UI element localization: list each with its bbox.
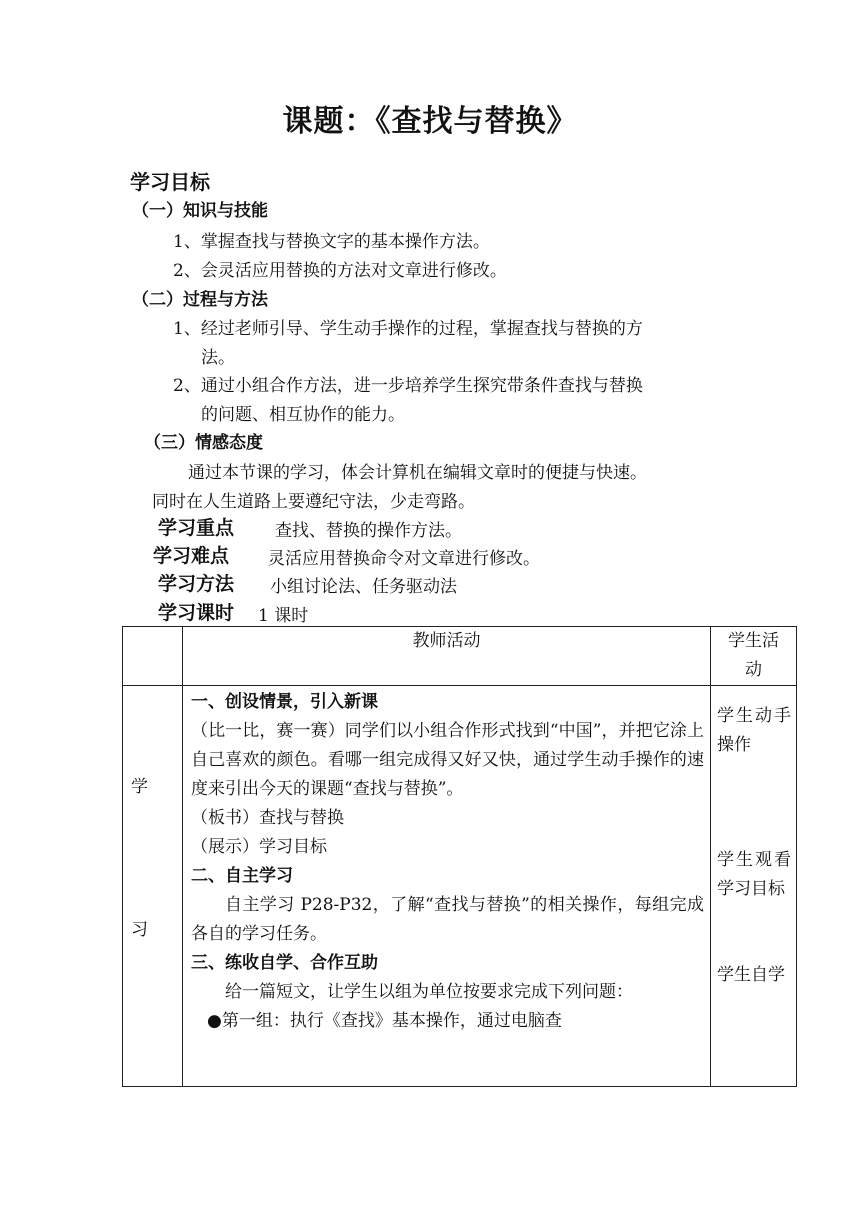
objective-item: 的问题、相互协作的能力。: [201, 405, 405, 425]
activity-text: （板书）查找与替换: [191, 808, 344, 828]
objective-item: 2、通过小组合作方法，进一步培养学生探究带条件查找与替换: [173, 376, 643, 396]
lesson-plan-table: [122, 626, 797, 1087]
section-title: 三、练收自学、合作互助: [191, 953, 378, 973]
section-title: 二、自主学习: [191, 866, 293, 886]
table-row: [123, 686, 797, 1087]
objective-item: 法。: [201, 348, 235, 368]
page-title: 课题：《查找与替换》: [282, 104, 578, 139]
method-label: 学习方法: [158, 573, 235, 595]
header-cell-teacher: 教师活动: [183, 627, 711, 686]
stage-cell: [123, 686, 183, 1087]
stage-char: 学: [131, 777, 148, 797]
activity-text: （比一比，赛一赛）同学们以小组合作形式找到“中国”，并把它涂上自己喜欢的颜色。看哪一组完成得又好又快，通过学生动手操作的速度来引出今天的课题“查找与替换”。: [191, 721, 704, 799]
student-activity-cell: [711, 686, 797, 1087]
section-heading: （二）过程与方法: [132, 290, 268, 310]
objective-item: 同时在人生道路上要遵纪守法，少走弯路。: [152, 492, 475, 512]
activity-text: 给一篇短文，让学生以组为单位按要求完成下列问题：: [225, 982, 633, 1002]
section-heading: （三）情感态度: [144, 433, 263, 453]
section-heading: （一）知识与技能: [132, 201, 268, 221]
objectives-heading: 学习目标: [130, 170, 210, 194]
hours-value: 1 课时: [258, 606, 309, 626]
activity-text: 自主学习 P28-P32，了解“查找与替换”的相关操作，每组完成各自的学习任务。: [191, 895, 704, 944]
stage-char: 习: [131, 920, 148, 940]
header-cell-student: 学生活动: [711, 627, 797, 686]
activity-text: （展示）学习目标: [191, 837, 327, 857]
difficulty-label: 学习难点: [153, 545, 230, 567]
section-title: 一、创设情景，引入新课: [191, 692, 378, 712]
table-header-row: [123, 627, 797, 686]
teacher-activity-cell: [183, 686, 711, 1087]
student-activity: 学生自学: [717, 965, 785, 985]
objective-item: 通过本节课的学习，体会计算机在编辑文章时的便捷与快速。: [188, 463, 647, 483]
objective-item: 1、经过老师引导、学生动手操作的过程，掌握查找与替换的方: [173, 319, 643, 339]
method-value: 小组讨论法、任务驱动法: [270, 577, 457, 597]
focus-label: 学习重点: [158, 517, 235, 539]
objective-item: 1、掌握查找与替换文字的基本操作方法。: [173, 232, 490, 252]
header-cell-stage: [123, 627, 183, 686]
difficulty-value: 灵活应用替换命令对文章进行修改。: [268, 549, 540, 569]
student-activity: 学生观看学习目标: [717, 850, 791, 899]
activity-text: ●第一组：执行《查找》基本操作，通过电脑查: [207, 1011, 562, 1031]
hours-label: 学习课时: [158, 602, 235, 624]
focus-value: 查找、替换的操作方法。: [275, 521, 462, 541]
objective-item: 2、会灵活应用替换的方法对文章进行修改。: [173, 261, 507, 281]
student-activity: 学生动手操作: [717, 706, 791, 755]
